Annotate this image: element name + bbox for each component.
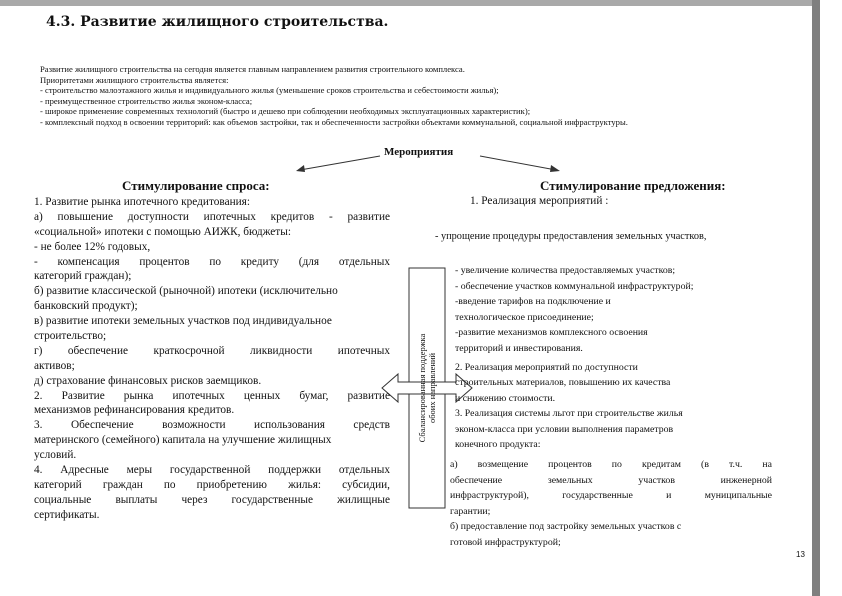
- demand-line: активов;: [34, 359, 75, 372]
- supply-line: гарантии;: [450, 505, 491, 517]
- supply-line: строительных материалов, повышению их качества: [455, 377, 671, 389]
- intro-line: - преимущественное строительство жилья эконом-класса;: [40, 95, 253, 106]
- supply-item-1: 1. Реализация мероприятий :: [470, 195, 609, 207]
- demand-heading: Стимулирование спроса:: [122, 178, 270, 193]
- supply-line: 3. Реализация системы льгот при строительстве жилья: [455, 408, 683, 420]
- supply-line: и снижению стоимости.: [455, 392, 556, 404]
- arrow-left-head: [296, 165, 305, 172]
- demand-list: [34, 195, 390, 523]
- intro-line: - широкое применение современных технологий (быстро и дешево при соблюдении необходимых эксплуатационных характеристик);: [40, 106, 531, 117]
- supply-list-a: [455, 263, 693, 356]
- intro-line: - комплексный подход в освоении территорий: как объемов застройки, так и обеспеченности застройки объектами коммунальной, социальной инфраструктуры.: [40, 116, 628, 127]
- demand-line: категорий граждан);: [34, 270, 132, 283]
- arrow-left-line: [300, 156, 380, 170]
- demand-line: 1. Развитие рынка ипотечного кредитования:: [34, 196, 251, 208]
- supply-line: готовой инфраструктурой;: [450, 536, 561, 548]
- demand-line: «социальной» ипотеки с помощью АИЖК, бюджеты:: [34, 225, 291, 238]
- supply-line: - обеспечение участков коммунальной инфраструктурой;: [455, 280, 694, 292]
- demand-line: д) страхование финансовых рисков заемщиков.: [34, 374, 262, 387]
- supply-line: эконом-класса при условии выполнения параметров: [455, 423, 674, 435]
- intro-line: Развитие жилищного строительства на сегодня является главным направлением развития строительного комплекса.: [40, 64, 465, 74]
- supply-line: - увеличение количества предоставляемых участков;: [455, 265, 676, 276]
- supply-line: б) предоставление под застройку земельных участков с: [450, 521, 682, 533]
- supply-list-c: [450, 457, 772, 551]
- demand-line: а) повышение доступности ипотечных кредитов - развитие: [34, 210, 390, 223]
- center-line-2: обоих направлений: [427, 352, 437, 424]
- supply-line: территорий и инвестирования.: [455, 342, 583, 354]
- supply-item-1a: - упрощение процедуры предоставления земельных участков,: [435, 231, 707, 242]
- supply-line: а) возмещение процентов по кредитам (в т.ч. на: [450, 459, 772, 470]
- demand-line: в) развитие ипотеки земельных участков под индивидуальное: [34, 315, 332, 328]
- demand-line: сертификаты.: [34, 508, 100, 521]
- page-number: 13: [796, 550, 805, 559]
- arrow-right-line: [480, 156, 556, 170]
- supply-line: обеспечение земельных участков инженерной: [450, 474, 772, 486]
- center-support-text: [412, 272, 442, 504]
- demand-line: банковский продукт);: [34, 300, 138, 313]
- intro-line: Приоритетами жилищного строительства является:: [40, 74, 229, 85]
- supply-line: 2. Реализация мероприятий по доступности: [455, 362, 638, 373]
- arrow-right-head: [550, 165, 560, 172]
- demand-line: 3. Обеспечение возможности использования средств: [34, 419, 390, 432]
- demand-line: категорий граждан по приобретению жилья: субсидии,: [34, 478, 390, 491]
- supply-line: инфраструктурой), государственные и муниципальные: [450, 490, 772, 502]
- demand-line: социальные выплаты через государственные жилищные: [34, 493, 390, 506]
- demand-line: материнского (семейного) капитала на улучшение жилищных: [34, 434, 332, 447]
- center-support-label: [417, 334, 437, 443]
- demand-line: 4. Адресные меры государственной поддержки отдельных: [34, 464, 390, 477]
- supply-line: технологическое присоединение;: [455, 311, 594, 323]
- demand-line: б) развитие классической (рыночной) ипотеки (исключительно: [34, 285, 338, 298]
- supply-heading: Стимулирование предложения:: [540, 178, 726, 193]
- supply-line: -развитие механизмов комплексного освоения: [455, 327, 648, 338]
- supply-line: конечного продукта:: [455, 438, 541, 450]
- demand-line: строительство;: [34, 330, 107, 343]
- demand-line: г) обеспечение краткосрочной ликвидности ипотечных: [34, 344, 390, 357]
- supply-list-b: [455, 360, 683, 452]
- intro-line: - строительство малоэтажного жилья и индивидуального жилья (уменьшение сроков строительства и себестоимости жилья);: [40, 85, 499, 96]
- supply-line: -введение тарифов на подключение и: [455, 296, 611, 307]
- center-line-1: Сбалансированная поддержка: [417, 333, 427, 443]
- demand-line: условий.: [34, 449, 77, 462]
- demand-line: - не более 12% годовых,: [34, 240, 151, 253]
- events-label: Мероприятия: [384, 146, 454, 158]
- page-title: 4.3. Развитие жилищного строительства.: [46, 14, 389, 30]
- demand-line: механизмов рефинансирования кредитов.: [34, 404, 235, 417]
- demand-line: - компенсация процентов по кредиту (для отдельных: [34, 255, 390, 268]
- demand-line: 2. Развитие рынка ипотечных ценных бумаг, развитие: [34, 389, 390, 402]
